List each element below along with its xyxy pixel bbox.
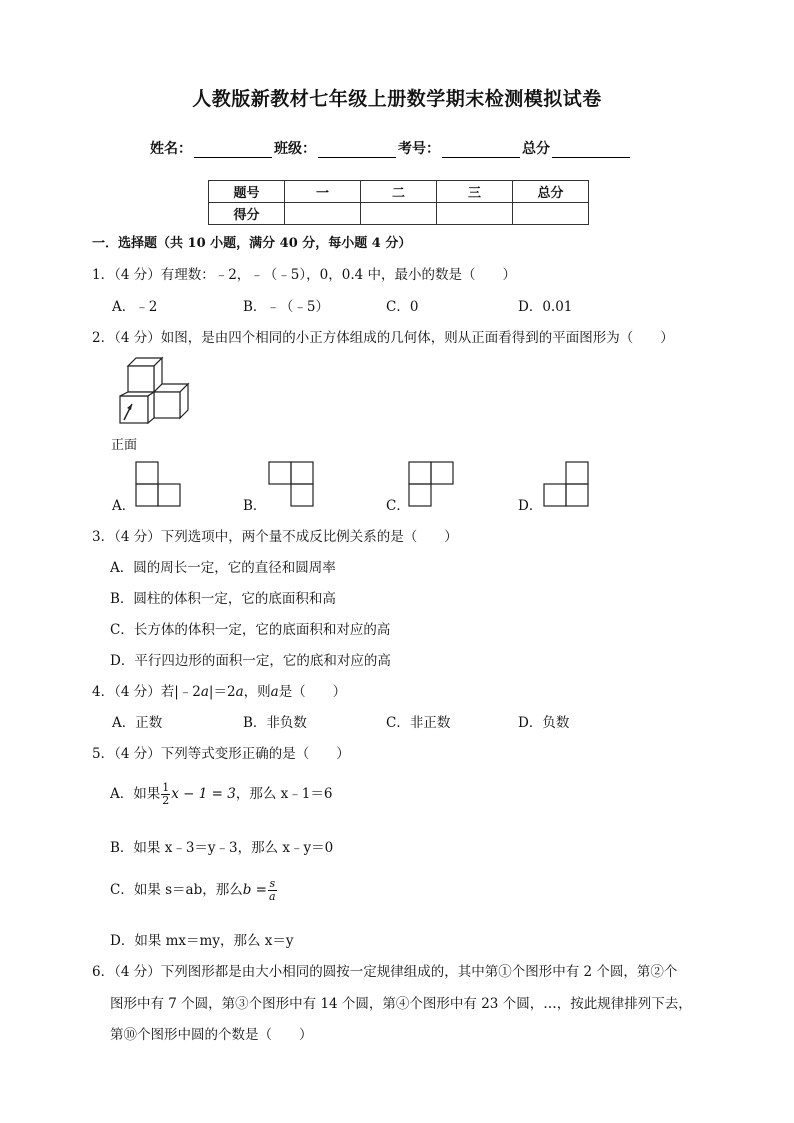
question-1-stem: 1．（4 分）有理数：﹣2，﹣（﹣5），0，0.4 中，最小的数是（ ） <box>92 267 516 283</box>
q5-c-fraction <box>268 878 277 903</box>
q4-var: a <box>270 684 279 700</box>
q1-option-a: A．﹣2 <box>112 299 158 315</box>
q4-stem-post: ，则 <box>243 684 271 700</box>
score-table-header-row <box>209 181 589 203</box>
score-header-cell: 题号 <box>209 181 285 203</box>
question-6-line-1: 6．（4 分）下列图形都是由大小相同的圆按一定规律组成的，其中第①个图形中有 2 个圆，第②个 <box>92 964 678 980</box>
front-view-label: 正面 <box>111 438 138 453</box>
q5-a-numerator: 1 <box>162 781 170 794</box>
q1-option-d: D．0.01 <box>518 299 573 315</box>
q2-option-a-figure <box>135 461 181 507</box>
q2-option-c: C． <box>386 498 410 514</box>
score-row-label: 得分 <box>209 203 285 225</box>
q4-stem-mid: |＝2 <box>208 684 236 700</box>
q5-a-denominator: 2 <box>162 794 170 807</box>
q3-option-d: D．平行四边形的面积一定，它的底和对应的高 <box>110 653 391 669</box>
q3-option-a: A．圆的周长一定，它的直径和圆周率 <box>110 560 336 576</box>
q2-option-c-figure <box>408 461 454 507</box>
score-table <box>208 180 589 225</box>
exam-no-label: 考号： <box>398 141 440 157</box>
q3-option-b: B．圆柱的体积一定，它的底面积和高 <box>110 591 336 607</box>
total-blank[interactable] <box>552 141 630 158</box>
total-label: 总分 <box>522 141 550 157</box>
q5-c-expr: b = <box>242 882 267 898</box>
q5-a-post: ，那么 x﹣1＝6 <box>235 786 333 802</box>
q4-option-c: C．非正数 <box>386 715 451 731</box>
page-title: 人教版新教材七年级上册数学期末检测模拟试卷 <box>192 88 602 110</box>
q4-option-b: B．非负数 <box>243 715 307 731</box>
q4-stem-end: 是（ ） <box>278 684 347 700</box>
score-header-cell: 二 <box>361 181 437 203</box>
q4-option-d: D．负数 <box>518 715 570 731</box>
question-3-stem: 3．（4 分）下列选项中，两个量不成反比例关系的是（ ） <box>92 529 458 545</box>
student-info-line <box>150 138 632 158</box>
question-5-stem: 5．（4 分）下列等式变形正确的是（ ） <box>92 746 350 762</box>
q4-var: a <box>235 684 244 700</box>
section-heading: 一．选择题（共 10 小题，满分 40 分，每小题 4 分） <box>92 236 412 251</box>
score-header-cell: 一 <box>285 181 361 203</box>
score-cell[interactable] <box>513 203 589 225</box>
q2-option-a: A． <box>112 498 136 514</box>
question-4-stem <box>92 680 346 700</box>
class-blank[interactable] <box>318 141 396 158</box>
name-label: 姓名： <box>150 141 192 157</box>
q5-option-b: B．如果 x﹣3＝y﹣3，那么 x﹣y＝0 <box>110 840 334 856</box>
q4-var: a <box>200 684 209 700</box>
score-cell[interactable] <box>285 203 361 225</box>
q2-option-b: B． <box>243 498 267 514</box>
cube-solid-figure <box>108 352 198 432</box>
score-header-cell: 总分 <box>513 181 589 203</box>
q2-option-b-figure <box>268 461 314 507</box>
q5-a-pre: A．如果 <box>110 786 161 802</box>
q5-option-d: D．如果 mx＝my，那么 x＝y <box>110 933 294 949</box>
q5-option-a <box>110 782 332 807</box>
q4-option-a: A．正数 <box>112 715 163 731</box>
q5-c-numerator: s <box>269 877 276 890</box>
class-label: 班级： <box>274 141 316 157</box>
question-2-stem: 2．（4 分）如图，是由四个相同的小正方体组成的几何体，则从正面看得到的平面图形为（ ） <box>92 330 674 346</box>
q5-a-expr: x − 1 = 3 <box>171 786 236 802</box>
score-cell[interactable] <box>437 203 513 225</box>
q5-option-c <box>110 878 278 903</box>
score-table-score-row <box>209 203 589 225</box>
q3-option-c: C．长方体的体积一定，它的底面积和对应的高 <box>110 622 391 638</box>
q1-option-c: C．0 <box>386 299 419 315</box>
q2-option-d: D． <box>518 498 543 514</box>
score-cell[interactable] <box>361 203 437 225</box>
name-blank[interactable] <box>194 141 272 158</box>
question-6-line-3: 第⑩个图形中圆的个数是（ ） <box>110 1027 313 1043</box>
score-header-cell: 三 <box>437 181 513 203</box>
q5-c-denominator: a <box>269 890 276 903</box>
question-6-line-2: 图形中有 7 个圆，第③个图形中有 14 个圆，第④个图形中有 23 个圆，…，按此规律排列下去， <box>110 996 692 1012</box>
q1-option-b: B．﹣（﹣5） <box>243 299 330 315</box>
q2-option-d-figure <box>543 461 589 507</box>
q5-a-fraction <box>161 782 170 807</box>
exam-no-blank[interactable] <box>442 141 520 158</box>
q5-c-pre: C．如果 s＝ab，那么 <box>110 882 243 898</box>
q4-stem-pre: 4．（4 分）若|﹣2 <box>92 684 201 700</box>
